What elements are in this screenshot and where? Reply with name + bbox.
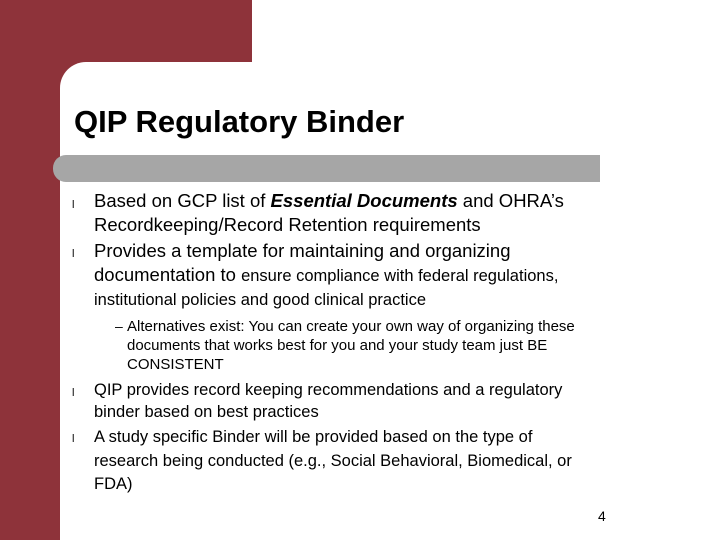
bullet-4-line-2: research being conducted (e.g., Social Behavioral, Biomedical, or — [94, 452, 572, 470]
bullet-1-line-1: Based on GCP list of Essential Documents and OHRA’s — [94, 190, 564, 211]
bullet-4-line-3: FDA) — [94, 475, 133, 493]
sub-bullet-marker: – — [115, 318, 123, 334]
bullet-marker-3: l — [72, 387, 75, 399]
bullet-2-line-1: Provides a template for maintaining and organizing — [94, 240, 511, 261]
bullet-3-line-1: QIP provides record keeping recommendations and a regulatory — [94, 381, 563, 399]
bullet-marker-4: l — [72, 433, 75, 445]
bullet-marker-2: l — [72, 248, 75, 260]
page-number: 4 — [598, 508, 606, 524]
bullet-1-line-2: Recordkeeping/Record Retention requirements — [94, 214, 481, 235]
slide-title: QIP Regulatory Binder — [74, 104, 405, 139]
sub-bullet-line-1: Alternatives exist: You can create your own way of organizing these — [127, 318, 575, 335]
bullet-4-line-1: A study specific Binder will be provided based on the type of — [94, 428, 533, 446]
sub-bullet-line-3: CONSISTENT — [127, 356, 224, 373]
sub-bullet-line-2: documents that works best for you and your study team just BE — [127, 337, 548, 354]
bullet-2-line-3: institutional policies and good clinical practice — [94, 291, 427, 309]
bullet-marker-1: l — [72, 199, 75, 211]
bullet-3-line-2: binder based on best practices — [94, 403, 319, 421]
title-rule — [53, 155, 600, 182]
bullet-2-line-2: documentation to ensure compliance with federal regulations, — [94, 264, 559, 285]
